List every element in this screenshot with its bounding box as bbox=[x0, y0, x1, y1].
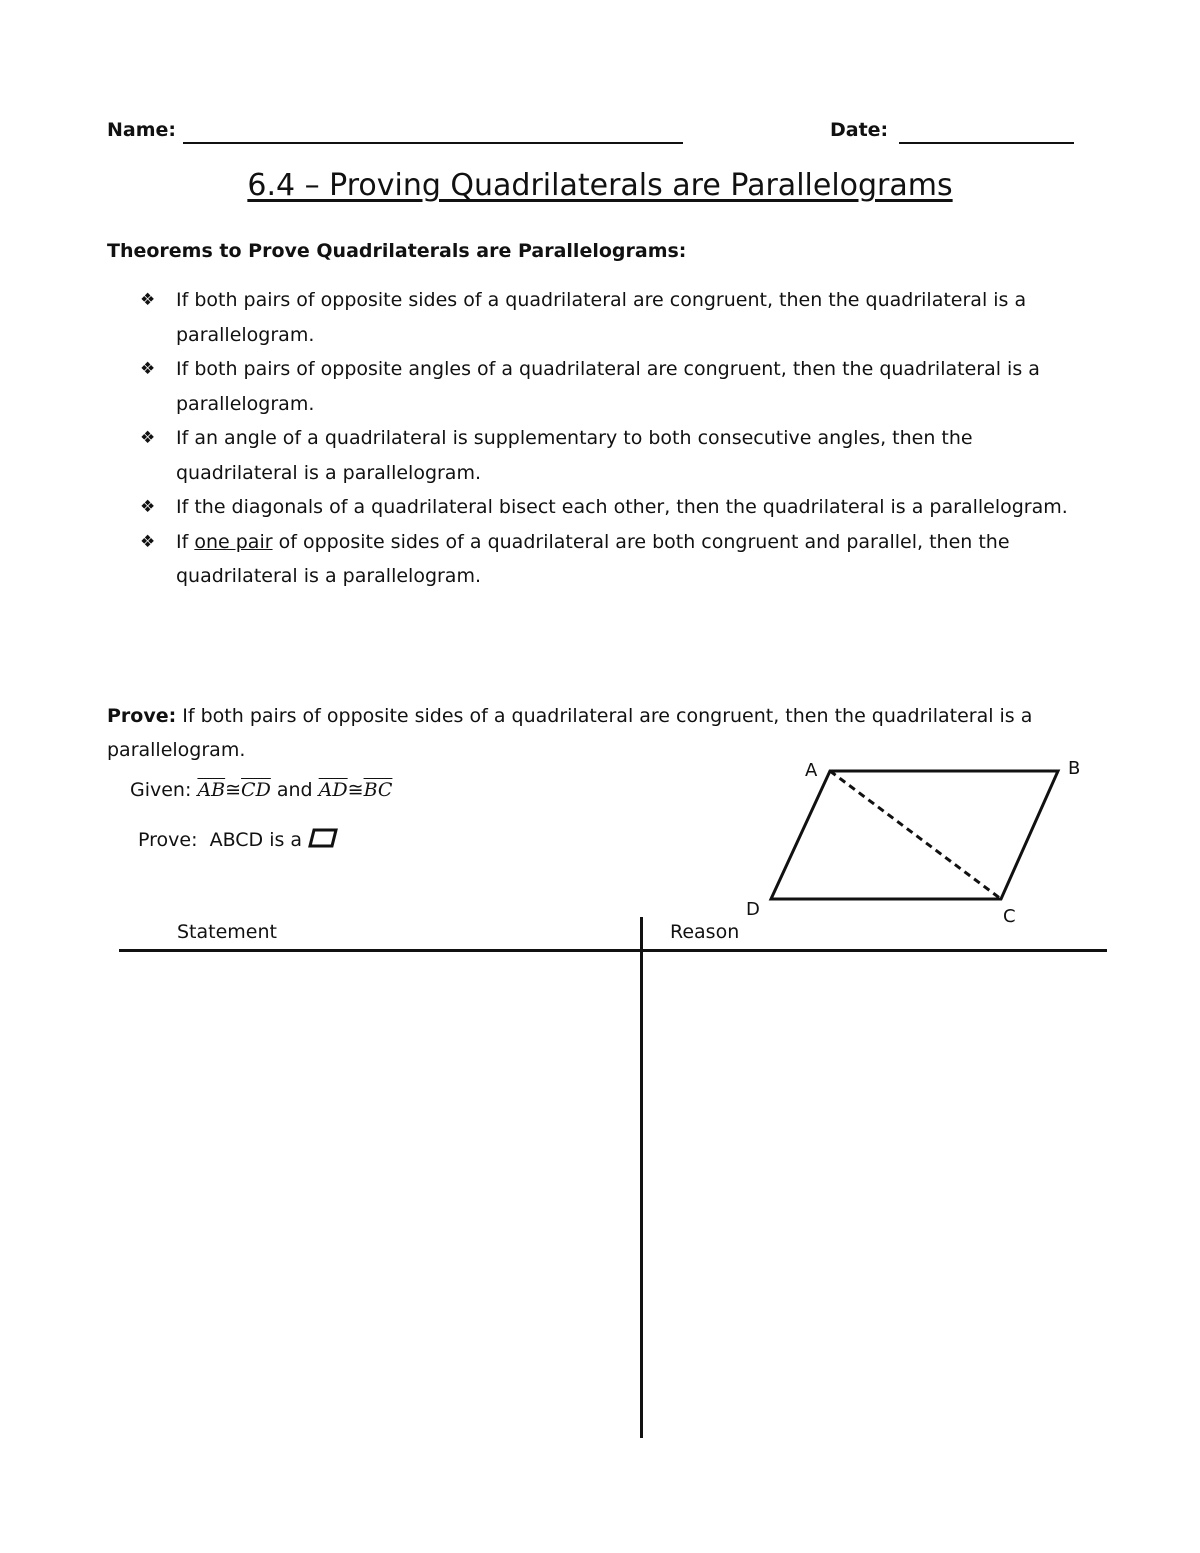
underlined-phrase: one pair bbox=[194, 530, 273, 553]
vertex-b-label: B bbox=[1068, 758, 1081, 779]
vertex-c-label: C bbox=[1003, 906, 1016, 927]
list-item: ❖ If both pairs of opposite angles of a quadrilateral are congruent, then the quadrilateral is a parallelogram. bbox=[140, 352, 1100, 421]
list-item: ❖ If one pair of opposite sides of a quadrilateral are both congruent and parallel, then the quadrilateral is a parallelogram. bbox=[140, 525, 1100, 594]
name-label: Name: bbox=[107, 119, 177, 141]
date-label: Date: bbox=[830, 119, 889, 141]
diamond-bullet-icon: ❖ bbox=[140, 531, 156, 552]
prove-goal bbox=[138, 827, 338, 851]
segment-cd: $\overline{CD}$ bbox=[241, 779, 271, 801]
parallelogram-shape bbox=[771, 771, 1058, 899]
list-item: ❖ If an angle of a quadrilateral is supplementary to both consecutive angles, then the quadrilateral is a parallelogram. bbox=[140, 421, 1100, 490]
vertex-d-label: D bbox=[746, 899, 760, 920]
date-blank[interactable] bbox=[899, 142, 1074, 144]
prove-goal-label: Prove: bbox=[138, 829, 198, 851]
vertex-a-label: A bbox=[805, 760, 818, 781]
prove-label: Prove: bbox=[107, 705, 177, 727]
diamond-bullet-icon: ❖ bbox=[140, 290, 156, 310]
parallelogram-icon bbox=[308, 827, 338, 849]
diamond-bullet-icon: ❖ bbox=[140, 428, 156, 448]
theorems-heading: Theorems to Prove Quadrilaterals are Parallelograms: bbox=[107, 240, 687, 262]
prove-goal-text: ABCD is a bbox=[209, 829, 303, 851]
statement-column-area[interactable] bbox=[119, 952, 640, 1438]
list-item: ❖ If both pairs of opposite sides of a quadrilateral are congruent, then the quadrilateral is a parallelogram. bbox=[140, 283, 1100, 352]
segment-ab: $\overline{AB}$ bbox=[197, 779, 226, 801]
segment-bc: $\overline{BC}$ bbox=[363, 779, 393, 801]
statement-column-header: Statement bbox=[177, 921, 277, 943]
name-blank[interactable] bbox=[183, 142, 683, 144]
list-item: ❖ If the diagonals of a quadrilateral bisect each other, then the quadrilateral is a parallelogram. bbox=[140, 490, 1100, 525]
parallelogram-diagram bbox=[735, 750, 1095, 935]
prove-statement: Prove: If both pairs of opposite sides of a quadrilateral are congruent, then the quadrilateral is a parallelogram. bbox=[107, 705, 1033, 761]
given-line: Given: $\overline{AB}≅\overline{CD}$ and $\overline{AD}≅\overline{BC}$ bbox=[130, 779, 393, 801]
theorem-list bbox=[140, 283, 1100, 594]
diamond-bullet-icon: ❖ bbox=[140, 359, 156, 379]
reason-column-header: Reason bbox=[670, 921, 740, 943]
given-label: Given: bbox=[130, 779, 192, 801]
diagonal-ac bbox=[830, 771, 1001, 899]
segment-ad: $\overline{AD}$ bbox=[318, 779, 348, 801]
diamond-bullet-icon: ❖ bbox=[140, 497, 156, 517]
reason-column-area[interactable] bbox=[643, 952, 1107, 1438]
page-title: 6.4 – Proving Quadrilaterals are Parallelograms bbox=[247, 168, 953, 203]
